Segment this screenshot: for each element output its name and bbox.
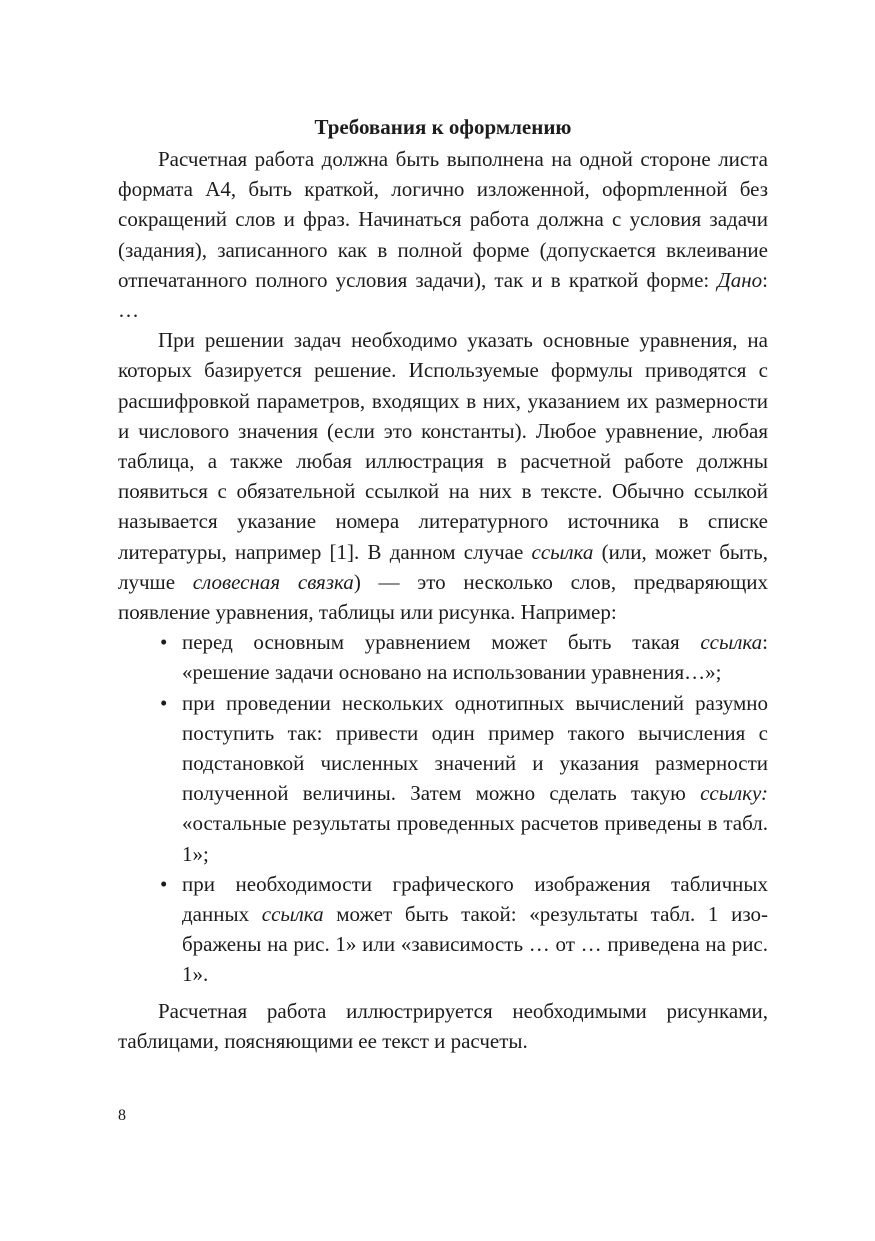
italic-term: словесная связка xyxy=(192,569,354,594)
list-item-text: : «решение задачи основано на использовании уравнения…»; xyxy=(182,630,768,685)
paragraph-text: ) — это несколько слов, предваряющих появление уравнения, таблицы или рисунка. Например: xyxy=(118,569,768,625)
paragraph-text: При решении задач необходимо указать основные уравнения, на которых базируется решение. Используемые формулы приводятся с расшифровкой параметров, входящих в них, указанием их размерности и числового значения (если это константы). Любое уравнение, любая таблица, а также любая иллюстрация в расчетной работе должны появиться с обязательной ссылкой на них в тексте. Обычно ссылкой называется указание номера литературного источника в списке литературы, например [1]. В данном случае xyxy=(118,328,768,564)
italic-term: ссылка xyxy=(531,539,594,564)
italic-term: ссылку: xyxy=(700,781,768,806)
paragraph-text: Расчетная работа должна быть выполнена на одной стороне листа формата А4, быть краткой, логично изложенной, офорmленной без сокращений слов и фраз. Начинаться работа должна с условия задачи (задания), записанного как в полной форме (допускается вклеивание отпечатанного полного условия задачи), так и в краткой форме: xyxy=(118,147,768,292)
list-item xyxy=(118,627,768,687)
bullet-icon: • xyxy=(160,871,168,896)
section-heading: Требования к оформлению xyxy=(314,115,572,139)
list-item xyxy=(118,869,768,990)
italic-term: ссылка xyxy=(700,630,763,655)
paragraph-equations xyxy=(118,325,768,627)
italic-term: ссылка xyxy=(261,902,324,927)
page-number: 8 xyxy=(118,1107,126,1124)
italic-term: Дано xyxy=(717,267,763,292)
bullet-icon: • xyxy=(160,630,168,655)
list-item-text: «остальные результаты проведенных расчетов приведены в табл. 1»; xyxy=(182,811,768,866)
list-item xyxy=(118,688,768,869)
paragraph-text: : … xyxy=(118,267,768,323)
list-item-text: перед основным уравнением может быть такая xyxy=(182,630,701,655)
page-body xyxy=(118,112,768,1056)
bullet-icon: • xyxy=(160,690,168,715)
paragraph-requirements xyxy=(118,144,768,325)
list-item-text: при необходимости графического изображения табличных данных xyxy=(182,871,768,927)
paragraph-illustrations: Расчетная работа иллюстрируется необходимыми рисунками, таблицами, поясняющими ее текст и расчеты. xyxy=(118,998,768,1053)
list-item-text: при проведении нескольких однотипных вычислений разумно поступить так: привести один пример такого вычисления с подстановкой численных значений и указания размерности полученной величины. Затем можно сделать такую xyxy=(182,690,768,806)
paragraph-text: (или, может быть, лучше xyxy=(118,539,768,594)
bullet-list xyxy=(118,627,768,989)
list-item-text: может быть такой: «результаты табл. 1 изображены на рис. 1» или «зависимость … от … приведена на рис. 1». xyxy=(182,902,768,987)
